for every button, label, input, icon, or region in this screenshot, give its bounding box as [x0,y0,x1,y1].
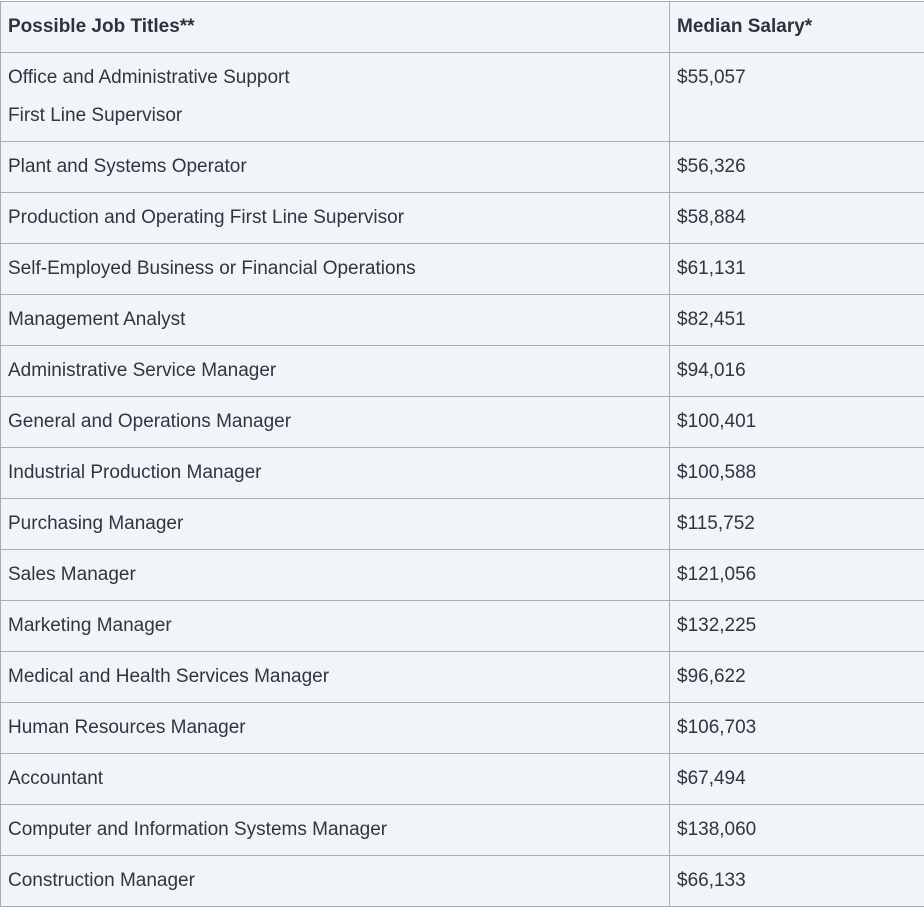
salary-cell: $138,060 [670,805,924,856]
job-title-line: First Line Supervisor [8,105,183,126]
job-title-cell: Marketing Manager [1,601,670,652]
job-title-cell: Human Resources Manager [1,703,670,754]
job-title-cell: Management Analyst [1,295,670,346]
salary-cell: $94,016 [670,346,924,397]
job-title-cell [1,53,670,142]
salary-cell: $115,752 [670,499,924,550]
salary-cell: $100,401 [670,397,924,448]
salary-cell: $61,131 [670,244,924,295]
table-row [1,244,924,295]
table-row [1,397,924,448]
table-row [1,703,924,754]
job-title-cell: Production and Operating First Line Supervisor [1,193,670,244]
salary-cell: $58,884 [670,193,924,244]
table-row [1,346,924,397]
salary-cell: $55,057 [670,53,924,142]
job-title-cell: General and Operations Manager [1,397,670,448]
table-row [1,193,924,244]
table-row [1,754,924,805]
table-row [1,601,924,652]
salary-cell: $96,622 [670,652,924,703]
table-row [1,805,924,856]
salary-table [0,1,924,907]
job-title-cell: Self-Employed Business or Financial Operations [1,244,670,295]
table-row [1,53,924,142]
salary-cell: $132,225 [670,601,924,652]
job-title-cell: Sales Manager [1,550,670,601]
job-title-cell: Medical and Health Services Manager [1,652,670,703]
table-row [1,142,924,193]
table-row [1,856,924,907]
job-title-cell: Industrial Production Manager [1,448,670,499]
salary-cell: $106,703 [670,703,924,754]
salary-cell: $82,451 [670,295,924,346]
job-title-cell: Plant and Systems Operator [1,142,670,193]
salary-cell: $121,056 [670,550,924,601]
job-titles-header: Possible Job Titles** [1,2,670,53]
table-row [1,295,924,346]
job-title-cell: Purchasing Manager [1,499,670,550]
salary-cell: $66,133 [670,856,924,907]
salary-cell: $56,326 [670,142,924,193]
job-title-cell: Construction Manager [1,856,670,907]
table-row [1,448,924,499]
median-salary-header: Median Salary* [670,2,924,53]
salary-cell: $100,588 [670,448,924,499]
job-title-line: Office and Administrative Support [8,67,290,88]
table-header-row [1,2,924,53]
job-title-cell: Computer and Information Systems Manager [1,805,670,856]
table-row [1,550,924,601]
salary-cell: $67,494 [670,754,924,805]
table-row [1,652,924,703]
job-title-cell: Accountant [1,754,670,805]
job-title-cell: Administrative Service Manager [1,346,670,397]
table-row [1,499,924,550]
